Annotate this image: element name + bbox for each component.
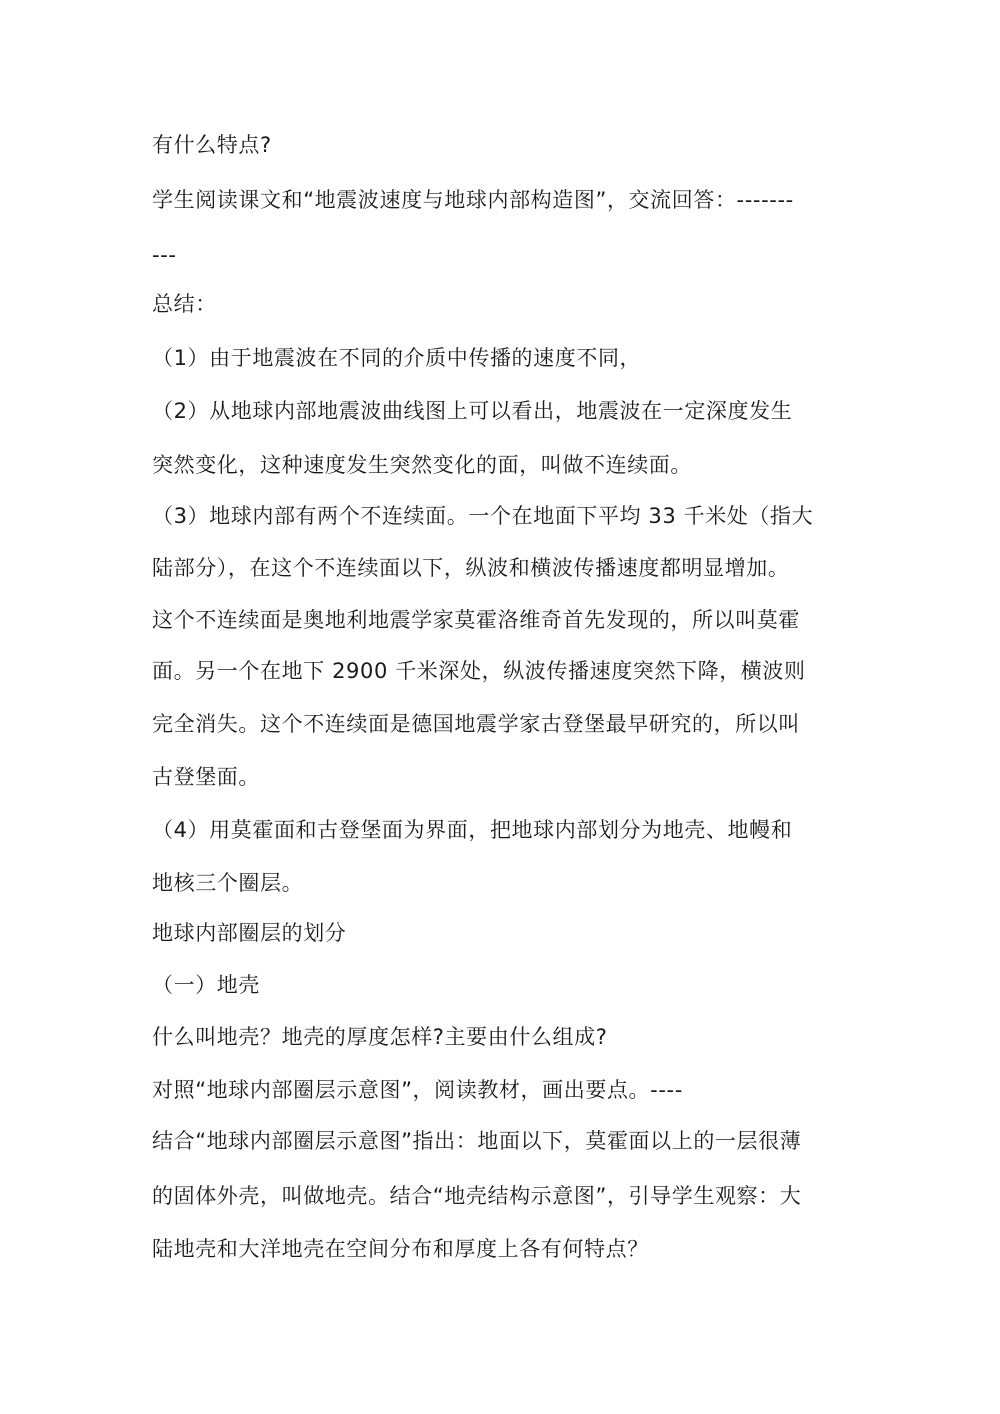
answer-blank-continuation: --- [152,243,177,267]
crust-observation-question: 陆地壳和大洋地壳在空间分布和厚度上各有何特点？ [152,1237,649,1261]
summary-point-1: （1）由于地震波在不同的介质中传播的速度不同， [152,346,642,370]
summary-point-3-continued-3: 面。另一个在地下 2900 千米深处，纵波传播速度突然下降，横波则 [152,659,806,683]
summary-point-3-continued-1: 陆部分），在这个不连续面以下，纵波和横波传播速度都明显增加。 [152,556,790,580]
crust-reading-task: 对照“地球内部圈层示意图”，阅读教材，画出要点。---- [152,1078,683,1102]
summary-point-2-continued: 突然变化，这种速度发生突然变化的面，叫做不连续面。 [152,453,692,477]
summary-point-3: （3）地球内部有两个不连续面。一个在地面下平均 33 千米处（指大 [152,504,814,528]
section-heading-layers: 地球内部圈层的划分 [152,921,347,945]
crust-definition: 结合“地球内部圈层示意图”指出：地面以下，莫霍面以上的一层很薄 [152,1129,802,1153]
subsection-heading-crust: （一）地壳 [152,973,260,997]
student-activity-line: 学生阅读课文和“地震波速度与地球内部构造图”，交流回答：------- [152,188,794,212]
summary-point-3-continued-5: 古登堡面。 [152,765,260,789]
summary-point-3-continued-4: 完全消失。这个不连续面是德国地震学家古登堡最早研究的，所以叫 [152,712,800,736]
question-line: 有什么特点? [152,133,272,157]
summary-point-2: （2）从地球内部地震波曲线图上可以看出，地震波在一定深度发生 [152,399,793,423]
summary-point-4: （4）用莫霍面和古登堡面为界面，把地球内部划分为地壳、地幔和 [152,818,793,842]
summary-point-4-continued: 地核三个圈层。 [152,871,304,895]
crust-question: 什么叫地壳？地壳的厚度怎样?主要由什么组成? [152,1025,608,1049]
crust-definition-continued: 的固体外壳，叫做地壳。结合“地壳结构示意图”，引导学生观察：大 [152,1184,802,1208]
summary-heading: 总结： [152,292,217,316]
summary-point-3-continued-2: 这个不连续面是奥地利地震学家莫霍洛维奇首先发现的，所以叫莫霍 [152,608,800,632]
